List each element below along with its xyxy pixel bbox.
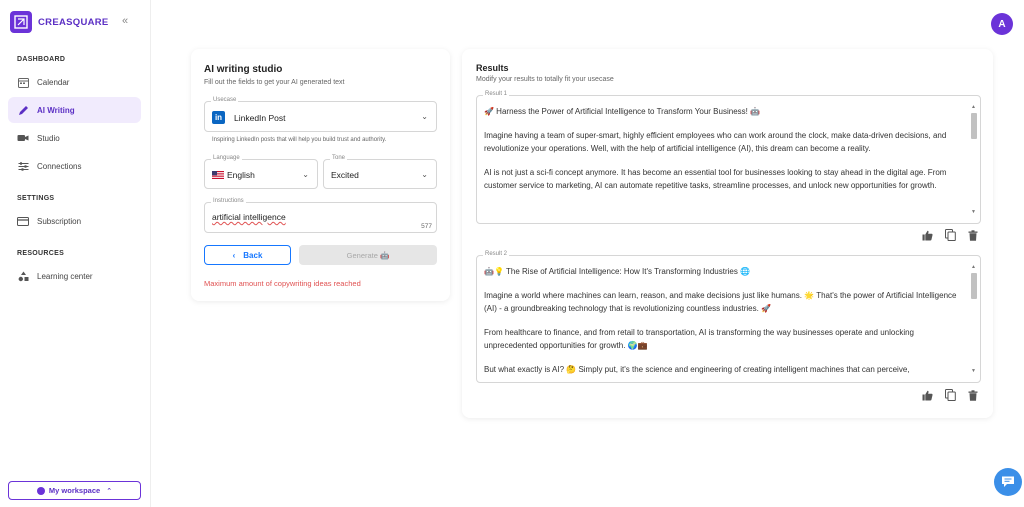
studio-title: AI writing studio bbox=[204, 64, 283, 75]
chevron-down-icon: ⌄ bbox=[421, 170, 428, 179]
creasquare-logo-icon bbox=[10, 11, 32, 33]
generate-button-label: Generate 🤖 bbox=[346, 250, 390, 260]
us-flag-icon bbox=[212, 171, 224, 179]
error-message: Maximum amount of copywriting ideas reached bbox=[204, 279, 361, 288]
scroll-down-icon[interactable]: ▼ bbox=[971, 209, 976, 215]
sidebar-item-label: Learning center bbox=[37, 271, 93, 281]
back-button[interactable] bbox=[204, 245, 291, 265]
scroll-thumb[interactable] bbox=[971, 113, 977, 139]
sidebar-item-studio[interactable] bbox=[8, 125, 141, 151]
scroll-up-icon[interactable]: ▲ bbox=[971, 104, 976, 110]
scroll-up-icon[interactable]: ▲ bbox=[971, 264, 976, 270]
studio-subtitle: Fill out the fields to get your AI generated text bbox=[204, 79, 345, 86]
results-subtitle: Modify your results to totally fit your usecase bbox=[476, 76, 614, 83]
sidebar-item-learning-center[interactable] bbox=[8, 263, 141, 289]
tone-select[interactable] bbox=[323, 155, 437, 189]
workspace-dot-icon bbox=[37, 487, 45, 495]
brand-name: CREASQUARE bbox=[38, 16, 109, 28]
result-1-content bbox=[484, 106, 964, 217]
usecase-helper: Inspiring LinkedIn posts that will help you build trust and authority. bbox=[212, 137, 387, 143]
tone-value: Excited bbox=[331, 170, 359, 180]
sidebar bbox=[0, 0, 151, 507]
section-title-settings: SETTINGS bbox=[17, 195, 55, 202]
avatar[interactable]: A bbox=[991, 13, 1013, 35]
card-icon bbox=[17, 215, 29, 227]
trash-icon[interactable] bbox=[967, 229, 979, 241]
workspace-label: My workspace bbox=[48, 486, 101, 495]
result-1-label: Result 1 bbox=[485, 91, 508, 97]
chat-support-button[interactable] bbox=[994, 468, 1022, 496]
linkedin-icon: in bbox=[212, 111, 225, 124]
calendar-icon bbox=[17, 76, 29, 88]
result-1-scrollbar[interactable] bbox=[970, 104, 977, 215]
copy-icon[interactable] bbox=[944, 389, 956, 401]
language-select[interactable] bbox=[204, 155, 318, 189]
sidebar-item-calendar[interactable] bbox=[8, 69, 141, 95]
section-title-dashboard: DASHBOARD bbox=[17, 56, 66, 63]
chat-bubble-icon bbox=[1001, 475, 1015, 490]
scroll-down-icon[interactable]: ▼ bbox=[971, 368, 976, 374]
usecase-value: LinkedIn Post bbox=[234, 112, 286, 123]
results-title: Results bbox=[476, 63, 509, 73]
result-2-textarea[interactable] bbox=[476, 251, 981, 383]
sidebar-item-connections[interactable] bbox=[8, 153, 141, 179]
chevron-left-icon: ‹ bbox=[232, 250, 236, 260]
chevron-up-icon: ⌃ bbox=[106, 487, 113, 495]
result-2-scrollbar[interactable] bbox=[970, 264, 977, 374]
language-value: English bbox=[227, 170, 255, 180]
instructions-value: artificial intelligence bbox=[212, 212, 286, 222]
result-paragraph: But what exactly is AI? 🤔 Simply put, it's the science and engineering of creating intelligent machines that can perceive, bbox=[484, 365, 910, 375]
character-counter: 577 bbox=[421, 223, 432, 230]
trash-icon[interactable] bbox=[967, 389, 979, 401]
result-paragraph: Imagine having a team of super-smart, highly efficient employees who can work around the clock, make data-driven decisions, and revolutionize your operations. Well, with the help of artificial intelligence (AI), this dream can become a reality. bbox=[484, 131, 947, 153]
result-2-content bbox=[484, 266, 964, 376]
result-paragraph: Imagine a world where machines can learn, reason, and make decisions just like humans. 🌟 That's the power of Artificial Intelligence (AI) - a groundbreaking technology that is revolutionizing countless industries. 🚀 bbox=[484, 291, 957, 313]
sidebar-item-label: Connections bbox=[37, 161, 82, 171]
result-paragraph: From healthcare to finance, and from retail to transportation, AI is transforming the way businesses operate and unlocking unprecedented opportunities for growth. 🌍💼 bbox=[484, 328, 915, 350]
chevron-down-icon: ⌄ bbox=[302, 170, 309, 179]
language-label: Language bbox=[213, 155, 240, 161]
chevron-down-icon: ⌄ bbox=[421, 112, 428, 121]
usecase-label: Usecase bbox=[213, 97, 237, 103]
usecase-select[interactable] bbox=[204, 97, 437, 132]
result-1-textarea[interactable] bbox=[476, 91, 981, 224]
tone-label: Tone bbox=[332, 155, 346, 161]
sidebar-item-ai-writing[interactable] bbox=[8, 97, 141, 123]
sidebar-item-label: AI Writing bbox=[37, 105, 75, 115]
scroll-thumb[interactable] bbox=[971, 273, 977, 299]
sidebar-item-label: Studio bbox=[37, 133, 60, 143]
brand[interactable] bbox=[10, 11, 109, 33]
section-title-resources: RESOURCES bbox=[17, 250, 65, 257]
thumbs-up-icon[interactable] bbox=[921, 389, 933, 401]
result-2-actions bbox=[921, 389, 979, 401]
result-2-label: Result 2 bbox=[485, 251, 508, 257]
result-paragraph: AI is not just a sci-fi concept anymore. It has become an essential tool for businesses looking to stay ahead in the digital age. From customer service to marketing, AI can automate repetitive tasks, streamline processes, and unlock new opportunities for growth. bbox=[484, 168, 947, 190]
sidebar-item-subscription[interactable] bbox=[8, 208, 141, 234]
copy-icon[interactable] bbox=[944, 229, 956, 241]
pen-icon bbox=[17, 104, 29, 116]
shapes-icon bbox=[17, 270, 29, 282]
back-button-label: Back bbox=[243, 250, 263, 260]
ai-writing-studio-card bbox=[191, 49, 450, 301]
workspace-switcher[interactable] bbox=[8, 481, 141, 500]
video-camera-icon bbox=[17, 132, 29, 144]
result-1-actions bbox=[921, 229, 979, 241]
generate-button[interactable] bbox=[299, 245, 437, 265]
result-paragraph: 🤖💡 The Rise of Artificial Intelligence: How It's Transforming Industries 🌐 bbox=[484, 267, 751, 276]
results-card bbox=[462, 49, 993, 418]
instructions-field[interactable] bbox=[204, 198, 437, 233]
sidebar-item-label: Subscription bbox=[37, 216, 82, 226]
sliders-icon bbox=[17, 160, 29, 172]
instructions-label: Instructions bbox=[213, 198, 244, 204]
sidebar-item-label: Calendar bbox=[37, 77, 70, 87]
thumbs-up-icon[interactable] bbox=[921, 229, 933, 241]
result-paragraph: 🚀 Harness the Power of Artificial Intelligence to Transform Your Business! 🤖 bbox=[484, 107, 761, 116]
collapse-sidebar-icon[interactable]: « bbox=[122, 15, 129, 27]
